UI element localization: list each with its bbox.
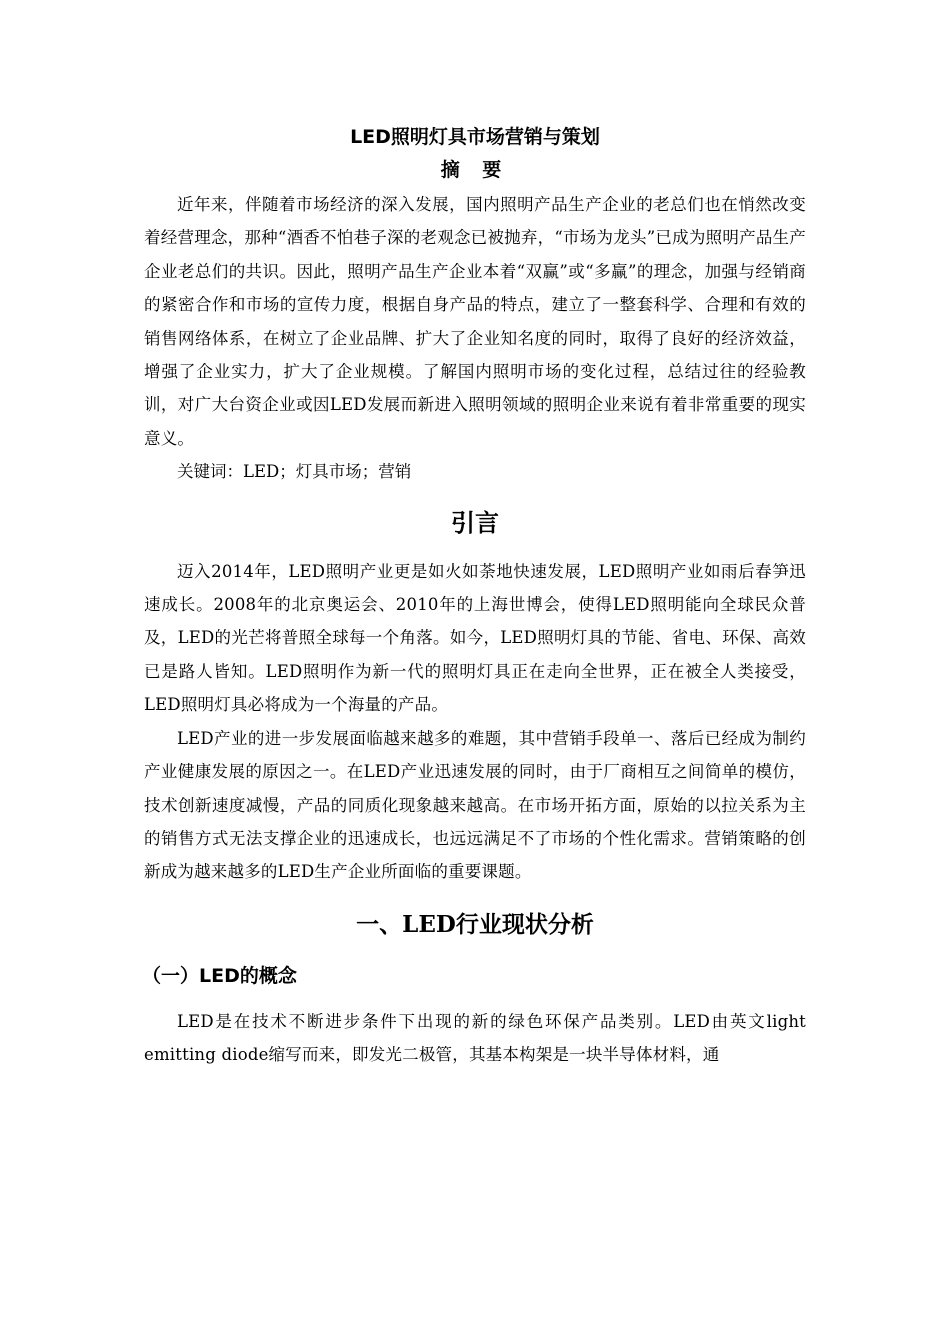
document-title: LED照明灯具市场营销与策划 [350, 126, 600, 148]
intro-paragraph-2: LED产业的进一步发展面临越来越多的难题，其中营销手段单一、落后已经成为制约产业健康发展的原因之一。在LED产业迅速发展的同时，由于厂商相互之间简单的模仿，技术创新速度减慢，产品的同质化现象越来越高。在市场开拓方面，原始的以拉关系为主的销售方式无法支撑企业的迅速成长，也远远满足不了市场的个性化需求。营销策略的创新成为越来越多的LED生产企业所面临的重要课题。 [144, 728, 806, 882]
intro-heading: 引言 [451, 508, 499, 537]
document-content [144, 120, 806, 1072]
section-1-heading: 一、LED行业现状分析 [356, 910, 594, 938]
abstract-paragraph: 近年来，伴随着市场经济的深入发展，国内照明产品生产企业的老总们也在悄然改变着经营理念，那种“酒香不怕巷子深的老观念已被抛弃，“市场为龙头”已成为照明产品生产企业老总们的共识。因此，照明产品生产企业本着“双赢”或“多赢”的理念，加强与经销商的紧密合作和市场的宣传力度，根据自身产品的特点，建立了一整套科学、合理和有效的销售网络体系，在树立了企业品牌、扩大了企业知名度的同时，取得了良好的经济效益，增强了企业实力，扩大了企业规模。了解国内照明市场的变化过程，总结过往的经验教训，对广大台资企业或因LED发展而新进入照明领域的照明企业来说有着非常重要的现实意义。 [144, 195, 806, 448]
subsection-1-heading: （一）LED的概念 [142, 964, 297, 987]
keywords-line: 关键词：LED；灯具市场；营销 [177, 462, 412, 482]
subsection-1-paragraph: LED是在技术不断进步条件下出现的新的绿色环保产品类别。LED由英文light emitting diode缩写而来，即发光二极管，其基本构架是一块半导体材料，通 [144, 1011, 806, 1065]
intro-paragraph-1: 迈入2014年，LED照明产业更是如火如荼地快速发展，LED照明产业如雨后春笋迅速成长。2008年的北京奥运会、2010年的上海世博会，使得LED照明能向全球民众普及，LED的光芒将普照全球每一个角落。如今，LED照明灯具的节能、省电、环保、高效已是路人皆知。LED照明作为新一代的照明灯具正在走向全世界，正在被全人类接受，LED照明灯具必将成为一个海量的产品。 [144, 561, 806, 715]
abstract-heading: 摘 要 [440, 159, 510, 181]
